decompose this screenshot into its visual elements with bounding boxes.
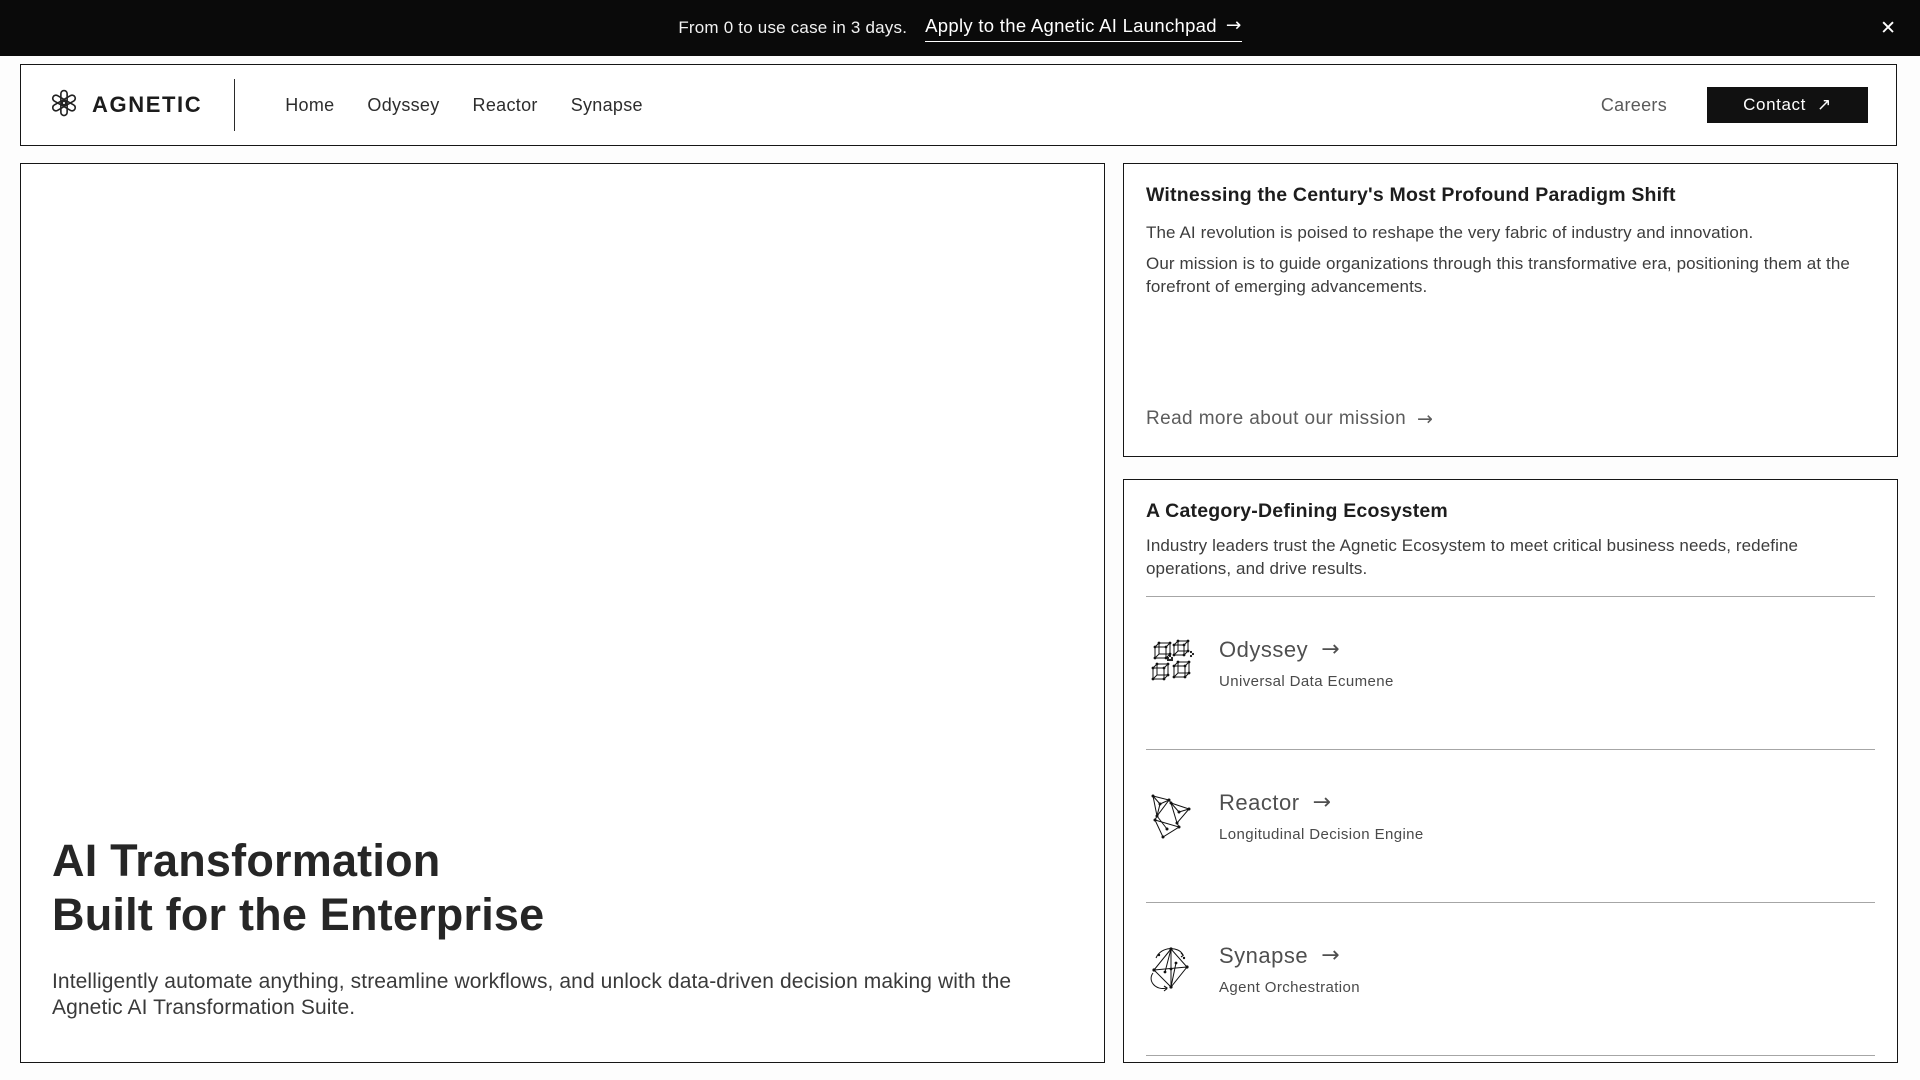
main-header (20, 64, 1897, 146)
product-name-label: Synapse (1219, 942, 1309, 968)
hero-subtitle: Intelligently automate anything, streamline workflows, and unlock data-driven decision making with the Agnetic AI Transformation Suite. (52, 969, 1012, 1020)
orbit-network-icon (1146, 943, 1196, 993)
hero-title-line2: Built for the Enterprise (52, 888, 545, 940)
arrow-right-icon: → (1312, 790, 1332, 816)
product-text (1219, 790, 1424, 843)
hero-panel (20, 163, 1105, 1063)
arrow-up-right-icon: ↗ (1816, 95, 1832, 115)
mission-paragraph-1: The AI revolution is poised to reshape the very fabric of industry and innovation. (1146, 223, 1754, 242)
promo-banner (0, 0, 1920, 56)
agnetic-knot-icon (49, 88, 79, 123)
arrow-right-icon: → (1321, 637, 1341, 663)
mission-paragraph-2: Our mission is to guide organizations through this transformative era, positioning them at the forefront of emerging advancements. (1146, 254, 1850, 296)
banner-message: From 0 to use case in 3 days. (678, 18, 908, 37)
cubes-network-icon (1146, 637, 1196, 687)
nav-item-reactor[interactable]: Reactor (472, 94, 538, 115)
nav-item-home[interactable]: Home (285, 94, 335, 115)
header-right (1601, 87, 1868, 123)
product-tagline-odyssey: Universal Data Ecumene (1219, 672, 1394, 690)
product-name-label: Odyssey (1219, 636, 1309, 662)
product-name-odyssey (1219, 637, 1394, 663)
arrow-right-icon: → (1225, 15, 1242, 36)
product-row-reactor[interactable] (1146, 750, 1875, 903)
banner-apply-label: Apply to the Agnetic AI Launchpad (925, 14, 1217, 36)
arrow-right-icon: → (1321, 943, 1341, 969)
ecosystem-card-title: A Category-Defining Ecosystem (1146, 500, 1448, 522)
header-divider (234, 79, 235, 131)
product-text (1219, 943, 1360, 996)
main-nav (285, 95, 643, 116)
contact-button-label: Contact (1743, 95, 1806, 114)
product-text (1219, 637, 1394, 690)
arrow-right-icon: → (1417, 408, 1434, 430)
nav-item-synapse[interactable]: Synapse (570, 94, 643, 115)
brand-name: AGNETIC (92, 92, 203, 117)
mission-card (1123, 163, 1898, 457)
product-tagline-reactor: Longitudinal Decision Engine (1219, 825, 1424, 843)
mission-card-title: Witnessing the Century's Most Profound Paradigm Shift (1146, 184, 1676, 206)
product-name-reactor (1219, 790, 1424, 816)
product-name-synapse (1219, 943, 1360, 969)
close-icon[interactable]: ✕ (1880, 17, 1896, 39)
read-more-label: Read more about our mission (1146, 408, 1407, 429)
product-row-synapse[interactable] (1146, 903, 1875, 1056)
contact-button[interactable] (1707, 87, 1868, 123)
ecosystem-intro: Industry leaders trust the Agnetic Ecosystem to meet critical business needs, redefine operations, and drive results. (1146, 536, 1799, 578)
banner-apply-link[interactable] (925, 15, 1242, 42)
hero-content (52, 834, 1074, 1022)
product-tagline-synapse: Agent Orchestration (1219, 978, 1361, 996)
product-row-odyssey[interactable] (1146, 597, 1875, 750)
read-more-link[interactable] (1146, 408, 1875, 430)
ecosystem-card (1123, 479, 1898, 1063)
careers-link[interactable]: Careers (1600, 94, 1667, 115)
triangles-network-icon (1146, 790, 1196, 840)
hero-title-line1: AI Transformation (52, 834, 441, 886)
hero-title (52, 834, 1074, 942)
product-name-label: Reactor (1219, 789, 1300, 815)
nav-item-odyssey[interactable]: Odyssey (367, 94, 440, 115)
brand-logo[interactable] (49, 88, 202, 123)
